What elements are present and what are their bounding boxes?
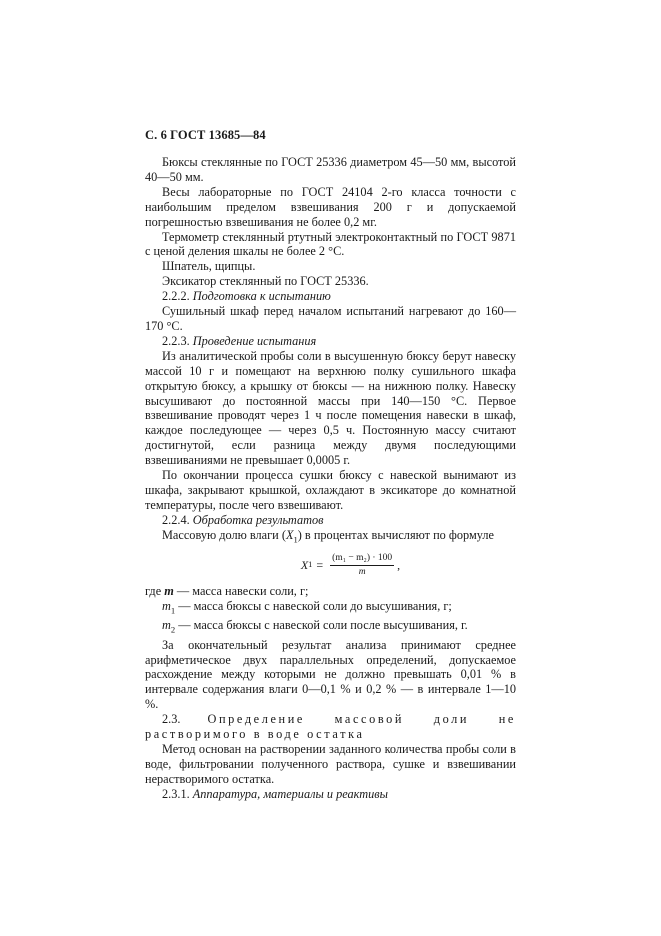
section-title: Подготовка к испытанию bbox=[192, 289, 331, 304]
section-title: Проведение испытания bbox=[192, 333, 317, 348]
section-heading-2-2-4 bbox=[145, 513, 516, 528]
paragraph-spatula: Шпатель, щипцы. bbox=[162, 259, 256, 274]
formula-denominator: m bbox=[358, 566, 366, 577]
section-title: Аппаратура, материалы и реактивы bbox=[192, 786, 388, 801]
section-heading-2-2-2 bbox=[145, 289, 516, 304]
formula-fraction bbox=[330, 553, 394, 578]
definition-m2: $m_2$ — масса бюксы с навеской соли после высушивания, г. bbox=[162, 618, 468, 635]
paragraph-test-procedure: Из аналитической пробы соли в высушенную бюксу берут навеску массой 10 г и помещают на верхнюю полку сушильного шкафа открытую бюксу, а крышку от бюксы — на нижнюю полку. Навеску высушивают до постоянной массы при 140—150 °С. Первое взвешивание проводят через 1 ч после помещения навески в шкаф, каждое последующее — через 0,5 ч. Постоянную массу считают достигнутой, если разница между двумя последующими взвешиваниями не превышает 0,0005 г. bbox=[145, 348, 516, 468]
formula-equals: = bbox=[316, 557, 324, 572]
paragraph-lab-scales: Весы лабораторные по ГОСТ 24104 2-го класса точности с наибольшим пределом взвешивания 200 г и допускаемой погрешностью взвешивания не более 0,2 мг. bbox=[145, 184, 516, 229]
section-number: 2.3.1. bbox=[162, 786, 190, 801]
definition-m1: $m_1$ — масса бюксы с навеской соли до высушивания, г; bbox=[162, 598, 452, 616]
formula-lhs: X bbox=[300, 557, 309, 572]
section-heading-2-3 bbox=[145, 712, 516, 742]
paragraph-final-result: За окончательный результат анализа принимают среднее арифметическое двух параллельных определений, допускаемое расхождение между которыми не должно превышать 0,01 % в интервале содержания влаги 0—0,1 % и 0,2 % — в интервале 1—10 %. bbox=[145, 637, 516, 712]
section-heading-2-2-3 bbox=[145, 334, 516, 349]
section-title: Определение массовой доли не растворимого в воде остатка bbox=[145, 712, 516, 742]
definition-m: где m — масса навески соли, г; bbox=[145, 584, 309, 599]
section-number: 2.3. bbox=[162, 712, 181, 727]
section-number: 2.2.2. bbox=[162, 289, 190, 304]
paragraph-method: Метод основан на растворении заданного количества пробы соли в воде, фильтровании полученного раствора, сушке и взвешивании нерастворимого остатка. bbox=[145, 741, 516, 786]
page-header: С. 6 ГОСТ 13685—84 bbox=[145, 128, 266, 142]
paragraph-weighing-bottles: Бюксы стеклянные по ГОСТ 25336 диаметром 45—50 мм, высотой 40—50 мм. bbox=[145, 155, 516, 184]
paragraph-desiccator: Эксикатор стеклянный по ГОСТ 25336. bbox=[162, 274, 369, 289]
section-title: Обработка результатов bbox=[192, 512, 324, 527]
paragraph-thermometer: Термометр стеклянный ртутный электроконтактный по ГОСТ 9871 с ценой деления шкалы не более 2 °С. bbox=[145, 229, 516, 259]
paragraph-oven-heating: Сушильный шкаф перед началом испытаний нагревают до 160—170 °С. bbox=[145, 304, 516, 333]
paragraph-formula-intro: Массовую долю влаги $(X_1)$ в процентах вычисляют по формуле bbox=[162, 527, 494, 545]
moisture-formula: X 1 = $\frac{\text{(m₁ − m₂) · 100}}{m}$ , bbox=[300, 552, 401, 577]
section-heading-2-3-1 bbox=[145, 787, 516, 802]
document-body bbox=[145, 155, 516, 802]
formula-trail: , bbox=[397, 557, 401, 572]
variable-x: X bbox=[285, 527, 294, 542]
formula-numerator: (m₁ − m₂) · 100 bbox=[330, 553, 394, 566]
section-number: 2.2.3. bbox=[162, 333, 190, 348]
paragraph-drying-end: По окончании процесса сушки бюксу с навеской вынимают из шкафа, закрывают крышкой, охлаждают в эксикаторе до комнатной температуры, после чего взвешивают. bbox=[145, 468, 516, 512]
section-number: 2.2.4. bbox=[162, 512, 190, 527]
